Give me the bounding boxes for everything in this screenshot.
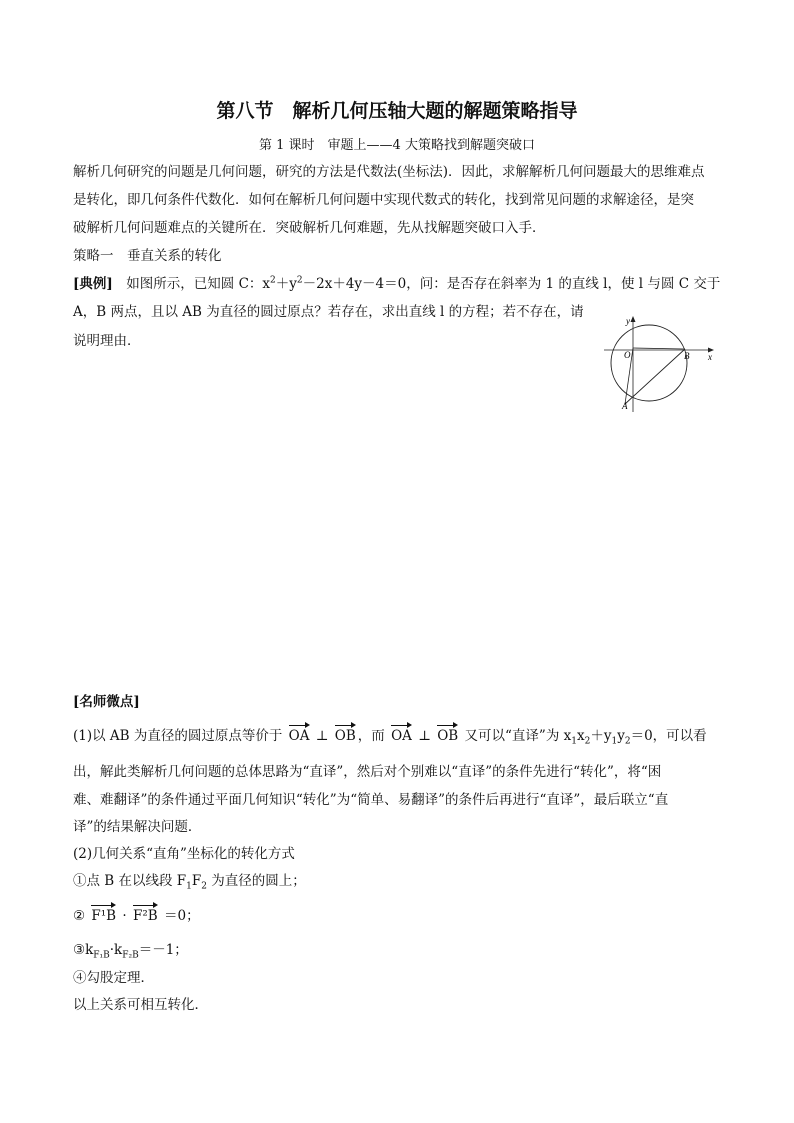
tips-text: ＝0，可以看 [630,728,707,744]
item-4: ④勾股定理． [73,970,154,986]
tips-text: (1)以 AB 为直径的圆过原点等价于 [73,728,283,744]
item-text: ③k [73,942,94,958]
label-y: y [626,316,630,326]
vector-f2b: F²B [133,905,158,924]
circle-c [611,325,687,401]
page-subtitle: 第 1 课时 审题上——4 大策略找到解题突破口 [259,138,535,153]
subscript: 2 [624,736,631,747]
dot-symbol: · [118,908,131,924]
tips-p1-line-1 [73,724,707,747]
subscript: 2 [584,736,591,747]
item-text: ＝0； [159,908,200,924]
intro-line-1: 解析几何研究的问题是几何问题，研究的方法是代数法(坐标法)．因此，求解解析几何问题最大的思维难点 [73,164,705,180]
vector-ob: OB [437,725,458,744]
subscript: 1 [571,736,577,747]
label-x: x [708,352,712,362]
item-text: ①点 B 在以线段 F [73,873,187,889]
tips-p1-line-4: 译”的结果解决问题． [73,819,202,835]
example-tag: [典例] [73,276,113,292]
subscript: 1 [611,736,618,747]
closing-line: 以上关系可相互转化． [73,997,208,1013]
subscript: F₂B [122,950,139,961]
segment-ob [633,348,685,349]
tips-p1-line-3: 难、难翻译”的条件通过平面几何知识“转化”为“简单、易翻译”的条件后再进行“直译”，最后联立“直 [73,792,669,808]
subscript: 1 [186,881,192,892]
item-text: ＝－1； [138,942,188,958]
label-a: A [622,401,628,411]
vector-oa: OA [289,725,310,744]
vector-f1b: F¹B [91,905,116,924]
example-text-b: ＋y [275,276,297,292]
item-2 [73,904,200,924]
subscript: F₁B [93,950,110,961]
chord-ab [625,349,685,404]
example-line-2: A，B 两点，且以 AB 为直径的圆过原点？若存在，求出直线 l 的方程；若不存在，请 [73,304,584,320]
example-line-3: 说明理由． [73,333,141,349]
item-text: ·k [109,942,123,958]
superscript: 2 [270,275,276,286]
item-text: F [191,873,202,889]
example-text-a: 如图所示，已知圆 C：x [112,276,271,292]
subscript: 2 [201,881,208,892]
example-text-c: －2x＋4y－4＝0，问：是否存在斜率为 1 的直线 l，使 l 与圆 C 交于 [302,276,721,292]
tips-p2-title: (2)几何关系“直角”坐标化的转化方式 [73,846,295,862]
intro-line-3: 破解析几何问题难点的关键所在．突破解析几何难题，先从找解题突破口入手． [73,220,546,236]
page-title: 第八节 解析几何压轴大题的解题策略指导 [216,100,578,122]
tips-text: x [576,728,585,744]
vector-ob: OB [335,725,356,744]
tips-text: 又可以“直译”为 x [464,728,572,744]
example-line-1 [73,272,720,292]
superscript: 2 [296,275,303,286]
item-text: ② [73,908,90,924]
item-1 [73,869,306,892]
strategy-1-heading: 策略一 垂直关系的转化 [73,248,222,264]
tips-text: y [617,728,625,744]
item-text: 为直径的圆上； [207,873,306,889]
label-o: O [624,350,631,360]
y-axis-arrow [631,316,636,322]
tips-text: ＋y [590,728,612,744]
label-b: B [684,351,690,361]
perp-symbol: ⊥ [418,728,431,744]
perp-symbol: ⊥ [315,728,329,744]
tips-p1-line-2: 出，解此类解析几何问题的总体思路为“直译”，然后对个别难以“直译”的条件先进行“转化”，将“困 [73,764,662,780]
circle-diagram [598,312,722,414]
vector-oa: OA [391,725,412,744]
tips-heading: [名师微点] [73,694,140,710]
tips-text: ，而 [357,728,385,744]
intro-line-2: 是转化，即几何条件代数化．如何在解析几何问题中实现代数式的转化，找到常见问题的求解途径，是突 [73,192,694,208]
item-3 [73,938,188,961]
